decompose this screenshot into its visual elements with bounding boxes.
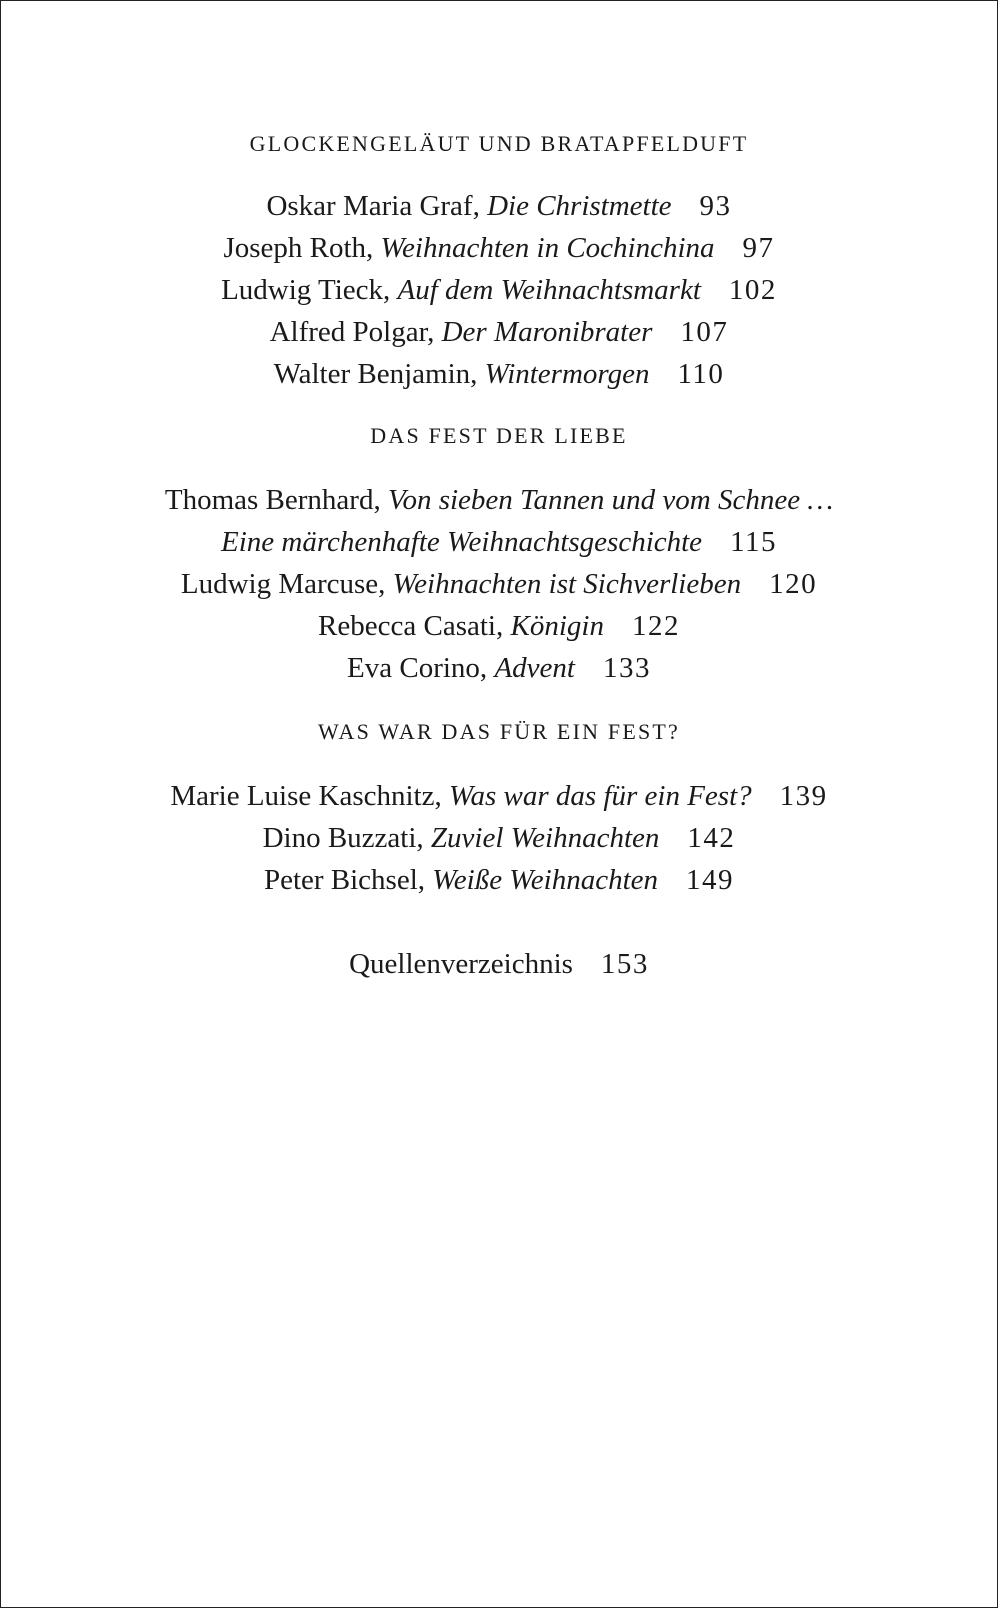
- page-number: 110: [677, 358, 725, 390]
- work-title: Die Christmette: [487, 190, 672, 222]
- author: Rebecca Casati,: [318, 610, 504, 642]
- toc-entry: [1, 185, 997, 227]
- work-title: Weihnachten in Cochinchina: [380, 232, 715, 264]
- page-number: 133: [602, 652, 651, 684]
- page-number: 142: [687, 822, 736, 854]
- author: Eva Corino,: [347, 652, 488, 684]
- author: Walter Benjamin,: [273, 358, 478, 390]
- toc-entry: [1, 859, 997, 901]
- page-number: 120: [769, 568, 818, 600]
- work-title: Auf dem Weihnachtsmarkt: [397, 274, 701, 306]
- source-index-entry: [1, 943, 997, 985]
- toc-entry: [1, 563, 997, 605]
- page-number: 107: [680, 316, 729, 348]
- toc-entry-continuation: [1, 521, 997, 563]
- section-list: [1, 775, 997, 901]
- work-title: Advent: [494, 652, 575, 684]
- toc-entry: [1, 479, 997, 521]
- section-title: WAS WAR DAS FÜR EIN FEST?: [317, 719, 680, 744]
- page-number: 139: [779, 780, 828, 812]
- toc-entry: [1, 311, 997, 353]
- work-title: Eine märchenhafte Weihnachtsgeschichte: [221, 526, 703, 558]
- page-number: 153: [600, 948, 649, 980]
- work-title: Wintermorgen: [484, 358, 650, 390]
- work-title: Weihnachten ist Sichverlieben: [392, 568, 742, 600]
- toc-entry: [1, 817, 997, 859]
- toc-entry: [1, 647, 997, 689]
- page-number: 122: [631, 610, 680, 642]
- author: Peter Bichsel,: [263, 864, 426, 896]
- author: Ludwig Marcuse,: [180, 568, 386, 600]
- author: Marie Luise Kaschnitz,: [170, 780, 442, 812]
- section-list: [1, 185, 997, 395]
- section-list: [1, 479, 997, 689]
- author: Alfred Polgar,: [269, 316, 435, 348]
- author: Dino Buzzati,: [262, 822, 424, 854]
- page-number: 93: [699, 190, 732, 222]
- index-label: Quellenverzeichnis: [349, 948, 573, 980]
- section-title: DAS FEST DER LIEBE: [370, 423, 628, 448]
- toc-entry: [1, 353, 997, 395]
- author: Thomas Bernhard,: [164, 484, 381, 516]
- author: Ludwig Tieck,: [221, 274, 391, 306]
- work-title: Von sieben Tannen und vom Schnee …: [387, 484, 834, 516]
- toc-entry: [1, 775, 997, 817]
- toc-entry: [1, 227, 997, 269]
- page-number: 102: [728, 274, 777, 306]
- work-title: Was war das für ein Fest?: [448, 780, 752, 812]
- table-of-contents: [1, 129, 997, 985]
- page-number: 115: [730, 526, 777, 558]
- toc-entry: [1, 605, 997, 647]
- work-title: Weiße Weihnachten: [432, 864, 659, 896]
- section-title: GLOCKENGELÄUT UND BRATAPFELDUFT: [249, 131, 749, 156]
- work-title: Zuviel Weihnachten: [430, 822, 660, 854]
- page-number: 97: [742, 232, 775, 264]
- author: Joseph Roth,: [223, 232, 374, 264]
- page-number: 149: [686, 864, 735, 896]
- work-title: Der Maronibrater: [441, 316, 653, 348]
- toc-entry: [1, 269, 997, 311]
- author: Oskar Maria Graf,: [266, 190, 480, 222]
- work-title: Königin: [510, 610, 604, 642]
